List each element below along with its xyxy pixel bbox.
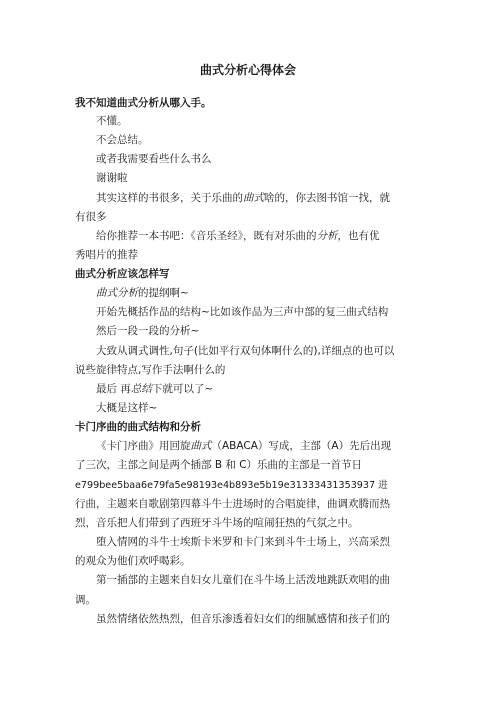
text-line: 大致从调式调性,句子(比如平行双句体啊什么的),详细点的也可以 [96, 345, 395, 357]
text-span: ，也有优 [337, 230, 380, 242]
italic-term: 分析 [316, 230, 338, 242]
text-line: 开始先概括作品的结构~比如该作品为三声中部的复三曲式结构 [96, 306, 389, 318]
text-line: 第一插部的主题来自妇女儿童们在斗牛场上活泼地跳跃欢唱的曲 [96, 574, 390, 586]
section-heading-3: 卡门序曲的曲式结构和分析 [75, 421, 201, 433]
text-line: 或者我需要看些什么书么 [96, 153, 212, 165]
text-line: 调。 [75, 594, 96, 606]
italic-term: 总结 [130, 383, 152, 395]
italic-term: 曲式 [243, 192, 264, 204]
italic-term: 曲式 [190, 440, 212, 452]
text-span: 的提纲啊~ [138, 287, 189, 299]
text-line: 不懂。 [96, 115, 128, 127]
text-span: 《卡门序曲》用回旋 [96, 440, 191, 452]
text-line [96, 191, 390, 206]
text-span: 啥的，你去图书馆一找，就 [264, 192, 390, 204]
text-line: 的观众为他们欢呼喝彩。 [75, 555, 191, 567]
text-line: 烈，音乐把人们带到了西班牙斗牛场的喧闹狂热的气氛之中。 [75, 517, 359, 529]
text-span: （ABACA）写成，主部（A）先后出现 [211, 440, 392, 452]
text-line [96, 439, 391, 454]
text-line: 谢谢啦 [96, 172, 128, 184]
text-line: 有很多 [75, 211, 107, 223]
text-line: 行曲，主题来自歌剧第四幕斗牛士进场时的合唱旋律，曲调欢腾而热 [75, 498, 390, 510]
text-span: 最后 再 [96, 383, 131, 395]
text-line [96, 382, 213, 397]
document-title: 曲式分析心得体会 [199, 63, 296, 77]
text-line: 堕入情网的斗牛士埃斯卡米罗和卡门来到斗牛士场上，兴高采烈 [96, 536, 390, 548]
text-span: 其实这样的书很多，关于乐曲的 [96, 192, 243, 204]
text-line: 虽然情绪依然热烈，但音乐渗透着妇女们的细腻感情和孩子们的 [96, 613, 390, 625]
section-heading-1: 我不知道曲式分析从哪入手。 [75, 97, 212, 109]
section-heading-2: 曲式分析应该怎样写 [75, 268, 170, 280]
text-span: 给你推荐一本书吧：《音乐圣经》，既有对乐曲的 [96, 230, 317, 242]
text-line: 秀唱片的推荐 [75, 249, 138, 261]
text-span: 下就可以了~ [151, 383, 214, 395]
text-line: e799bee5baa6e79fa5e98193e4b893e5b19e31333431353937 进 [75, 480, 388, 491]
text-line: 了三次，主部之间是两个插部 B 和 C）乐曲的主部是一首节日 [75, 459, 363, 471]
text-line [96, 286, 189, 301]
text-line: 然后一段一段的分析~ [96, 325, 200, 337]
text-line [96, 229, 380, 244]
text-line: 不会总结。 [96, 134, 149, 146]
text-line: 大概是这样~ [96, 402, 158, 414]
italic-term: 曲式分析 [96, 287, 138, 299]
text-line: 说些旋律特点,写作手法啊什么的 [75, 364, 226, 376]
